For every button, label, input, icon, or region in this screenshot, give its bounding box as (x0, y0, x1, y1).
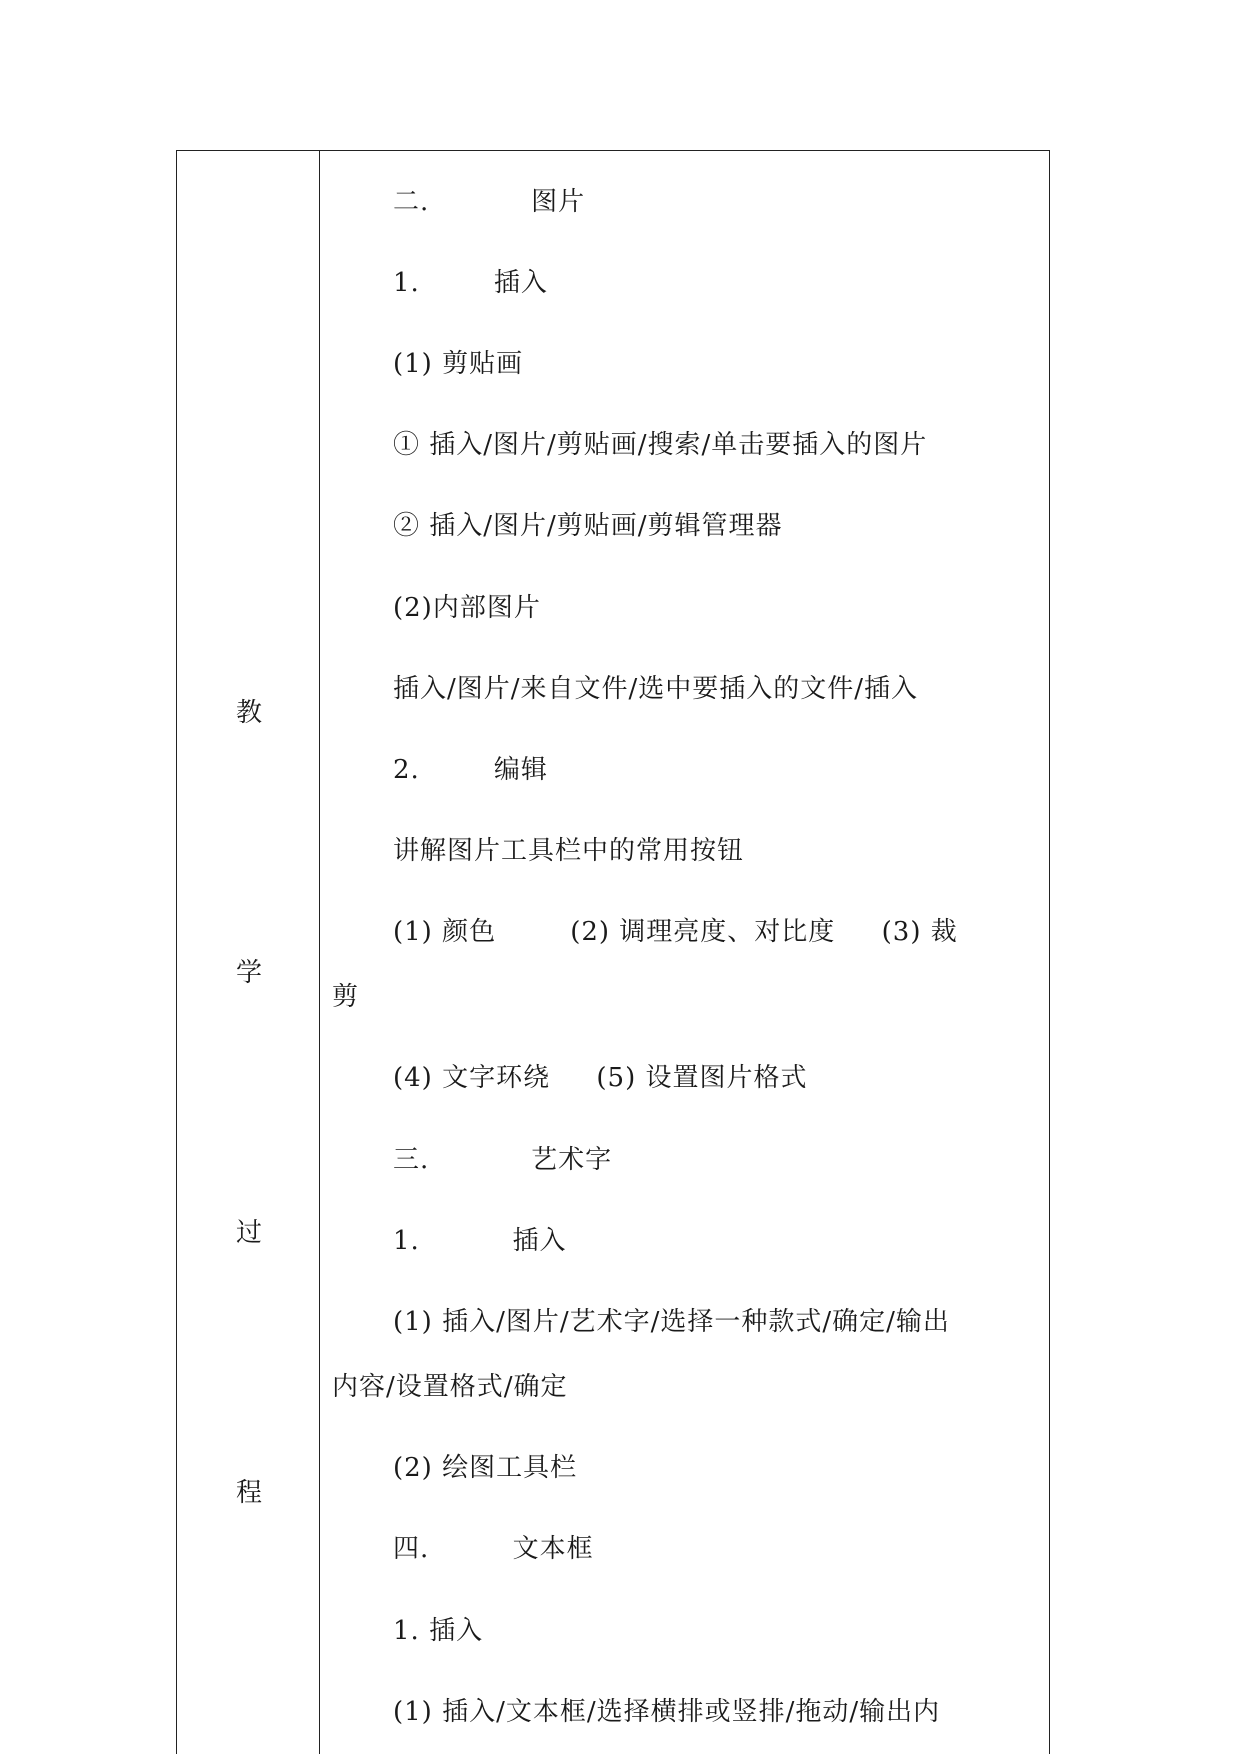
subheading-wordart-insert: 1. 插入 (393, 1226, 567, 1256)
step-clipart-manager: ② 插入/图片/剪贴画/剪辑管理器 (393, 511, 783, 541)
lesson-table (176, 150, 1050, 1754)
step-wordart-insert: (1) 插入/图片/艺术字/选择一种款式/确定/输出 (393, 1307, 950, 1337)
column-divider (319, 151, 320, 1754)
side-label-char-1: 教 (235, 698, 262, 728)
subheading-textbox-insert: 1. 插入 (393, 1616, 484, 1646)
subheading-insert: 1. 插入 (393, 268, 548, 298)
list-toolbar-buttons-wrap: 剪 (332, 982, 360, 1012)
step-wordart-insert-wrap: 内容/设置格式/确定 (332, 1372, 568, 1402)
step-insert-from-file: 插入/图片/来自文件/选中要插入的文件/插入 (393, 674, 919, 704)
section-heading-pictures: 二. 图片 (393, 187, 586, 217)
text-toolbar-intro: 讲解图片工具栏中的常用按钮 (393, 836, 745, 866)
item-clipart: (1) 剪贴画 (393, 349, 524, 379)
step-clipart-search: ① 插入/图片/剪贴画/搜索/单击要插入的图片 (393, 430, 928, 460)
subheading-edit: 2. 编辑 (393, 755, 548, 785)
side-label-char-3: 过 (235, 1218, 262, 1248)
section-heading-wordart: 三. 艺术字 (393, 1145, 613, 1175)
side-label-char-4: 程 (235, 1478, 262, 1508)
step-textbox-insert: (1) 插入/文本框/选择横排或竖排/拖动/输出内 (393, 1697, 941, 1727)
section-heading-textbox: 四. 文本框 (393, 1534, 594, 1564)
list-toolbar-buttons-2: (4) 文字环绕 (5) 设置图片格式 (393, 1063, 808, 1093)
list-toolbar-buttons-1: (1) 颜色 (2) 调理亮度、对比度 (3) 裁 (393, 917, 958, 947)
item-internal-picture: (2)内部图片 (393, 593, 541, 623)
item-drawing-toolbar: (2) 绘图工具栏 (393, 1453, 578, 1483)
side-label-char-2: 学 (235, 958, 262, 988)
